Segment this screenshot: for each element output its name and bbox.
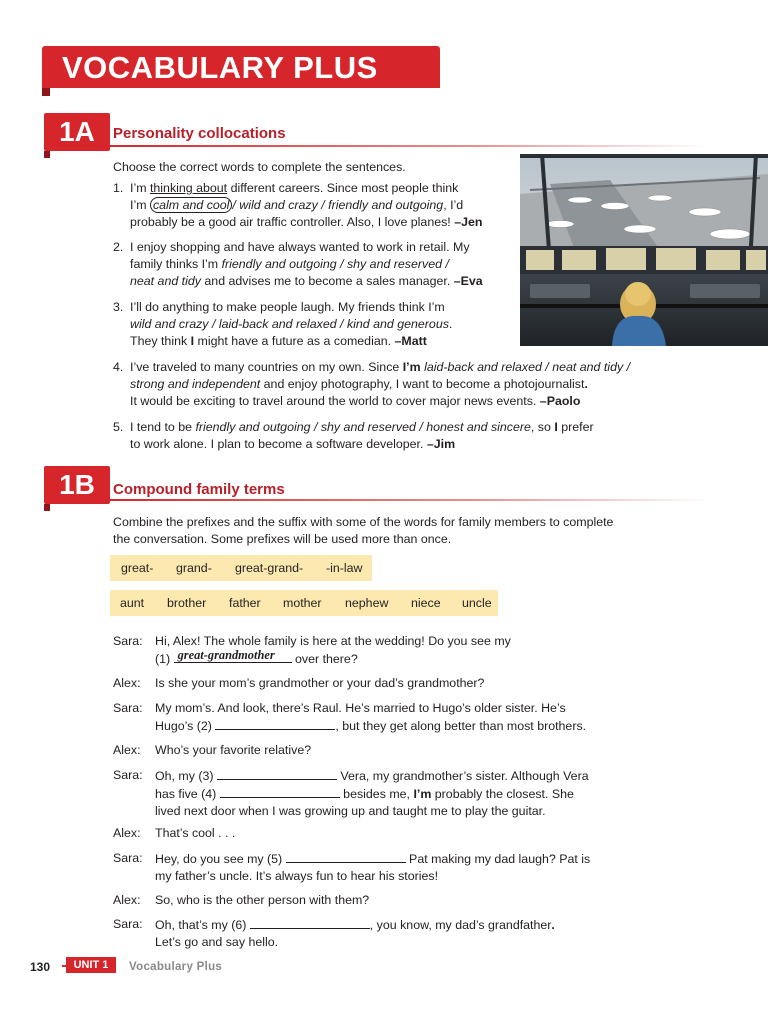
section-1b-rule <box>110 499 710 501</box>
item-number: 5. <box>113 420 124 434</box>
section-1b-badge-label: 1B <box>59 469 95 500</box>
choice-options[interactable]: strong and independent <box>130 377 261 391</box>
signature: –Matt <box>394 334 427 348</box>
item-text-bold: I <box>190 334 195 348</box>
exercise-item-5 <box>113 419 673 455</box>
answer-blank-4[interactable] <box>220 785 340 798</box>
dialogue-text: Is she your mom’s grandmother or your dad’s grandmother? <box>155 676 485 690</box>
dialogue-text: (1) <box>155 652 174 666</box>
choice-options[interactable]: / wild and crazy / friendly and outgoing <box>232 198 444 212</box>
section-1a-rule <box>110 145 710 147</box>
dialogue-text: , you know, my dad’s grandfather <box>369 918 552 932</box>
section-1b-badge-fold <box>44 504 50 511</box>
item-text: . <box>448 317 453 331</box>
speaker: Sara: <box>113 701 143 715</box>
prefix-word: great- <box>121 561 154 575</box>
dialogue-text: That’s cool . . . <box>155 826 236 840</box>
answer-blank-6[interactable] <box>250 916 370 929</box>
item-number: 3. <box>113 300 124 314</box>
section-1a-badge <box>44 113 110 151</box>
item-text: I’ll do anything to make people laugh. My friends think I’m <box>130 300 445 314</box>
dialogue-text-bold: . <box>551 918 555 932</box>
item-text: might have a future as a comedian. <box>194 334 395 348</box>
answer-blank-1[interactable] <box>174 650 292 663</box>
item-number: 4. <box>113 360 124 374</box>
dialogue-text: Let’s go and say hello. <box>155 935 279 949</box>
dialogue-text: So, who is the other person with them? <box>155 893 370 907</box>
dialogue-text: Hey, do you see my (5) <box>155 852 286 866</box>
item-text: I’m <box>130 198 150 212</box>
dialogue-text: Who’s your favorite relative? <box>155 743 312 757</box>
exercise-item-3 <box>113 299 523 353</box>
choice-options[interactable]: friendly and outgoing / shy and reserved / <box>221 257 449 271</box>
item-text: I’m <box>130 181 150 195</box>
item-number: 2. <box>113 240 124 254</box>
item-text: family thinks I’m <box>130 257 222 271</box>
family-word-box <box>110 590 498 616</box>
exercise-item-2 <box>113 239 523 293</box>
item-text: prefer <box>557 420 594 434</box>
dialogue-text: , but they get along better than most brothers. <box>335 719 587 733</box>
family-word: aunt <box>120 596 145 610</box>
family-word: mother <box>283 596 322 610</box>
answer-blank-2[interactable] <box>215 717 335 730</box>
section-1b-badge <box>44 466 110 504</box>
dialogue-text: Hi, Alex! The whole family is here at the wedding! Do you see my <box>155 634 511 648</box>
dialogue-text: Vera, my grandmother’s sister. Although Vera <box>336 769 589 783</box>
speaker: Alex: <box>113 893 141 907</box>
item-text: I tend to be <box>130 420 196 434</box>
instruction-line: the conversation. Some prefixes will be used more than once. <box>113 532 452 546</box>
item-text: probably be a good air traffic controller. Also, I love planes! <box>130 215 455 229</box>
item-text-bold: I <box>554 420 558 434</box>
speaker: Sara: <box>113 768 143 782</box>
family-word: nephew <box>345 596 389 610</box>
speaker: Alex: <box>113 826 141 840</box>
prefix-word: great-grand- <box>235 561 304 575</box>
family-word: niece <box>411 596 441 610</box>
signature: –Jim <box>426 437 456 451</box>
item-text: to work alone. I plan to become a software developer. <box>130 437 427 451</box>
item-number: 1. <box>113 181 124 195</box>
speaker: Sara: <box>113 634 143 648</box>
speaker: Alex: <box>113 676 141 690</box>
dialogue-text: Pat making my dad laugh? Pat is <box>405 852 591 866</box>
answer-blank-3[interactable] <box>217 767 337 780</box>
item-text: I enjoy shopping and have always wanted to work in retail. My <box>130 240 470 254</box>
circled-answer[interactable]: calm and cool <box>150 197 232 213</box>
speaker: Sara: <box>113 917 143 931</box>
exercise-item-1 <box>113 180 523 234</box>
answer-blank-5[interactable] <box>286 850 406 863</box>
dialogue-text: besides me, <box>339 787 414 801</box>
dialogue-text: over there? <box>291 652 358 666</box>
dialogue-text: has five (4) <box>155 787 220 801</box>
dialogue-text: probably the closest. She <box>431 787 574 801</box>
signature: –Paolo <box>539 394 581 408</box>
dialogue-text: Oh, my (3) <box>155 769 217 783</box>
prefix-word: grand- <box>176 561 212 575</box>
title-banner-fold <box>42 88 50 96</box>
section-1a-badge-label: 1A <box>59 116 95 147</box>
item-text: and enjoy photography, I want to become a photojournalist <box>260 377 585 391</box>
item-text: and advises me to become a sales manager. <box>200 274 454 288</box>
section-1b-title: Compound family terms <box>113 481 285 498</box>
dialogue-text: lived next door when I was growing up and taught me to play the guitar. <box>155 804 546 818</box>
family-word: brother <box>167 596 207 610</box>
item-text-bold: I’m <box>402 360 421 374</box>
item-text-bold: . <box>584 377 588 391</box>
section-1a-badge-fold <box>44 151 50 158</box>
section-1a-instruction: Choose the correct words to complete the sentences. <box>113 160 406 174</box>
footer-section-label: Vocabulary Plus <box>129 961 223 973</box>
air-traffic-control-photo <box>520 154 768 346</box>
dialogue-text: Hugo’s (2) <box>155 719 216 733</box>
family-word: father <box>229 596 261 610</box>
item-text: different careers. Since most people think <box>227 181 459 195</box>
underlined-answer: thinking about <box>149 181 228 195</box>
instruction-line: Combine the prefixes and the suffix with some of the words for family members to complete <box>113 515 614 529</box>
page-number: 130 <box>30 960 51 974</box>
item-text: They think <box>130 334 191 348</box>
section-1b-instruction <box>113 514 613 548</box>
item-text: , so <box>530 420 555 434</box>
item-text: I’ve traveled to many countries on my own. Since <box>130 360 403 374</box>
suffix-word: -in-law <box>326 561 363 575</box>
example-answer: great-grandmother <box>177 648 275 662</box>
item-text: It would be exciting to travel around the world to cover major news events. <box>130 394 540 408</box>
prefix-word-box <box>110 555 372 581</box>
speaker: Alex: <box>113 743 141 757</box>
section-1a-title: Personality collocations <box>113 125 286 142</box>
choice-options[interactable]: friendly and outgoing / shy and reserved / honest and sincere <box>195 420 531 434</box>
dialogue-text: Oh, that’s my (6) <box>155 918 250 932</box>
item-text: , I’d <box>443 198 464 212</box>
choice-options[interactable]: laid-back and relaxed / neat and tidy / <box>420 360 631 374</box>
dialogue-text: my father’s uncle. It’s always fun to hear his stories! <box>155 869 439 883</box>
dialogue-text-bold: I’m <box>413 787 432 801</box>
dialogue-text: My mom’s. And look, there’s Raul. He’s married to Hugo’s older sister. He’s <box>155 701 566 715</box>
title-banner <box>42 46 440 88</box>
family-word: uncle <box>462 596 492 610</box>
choice-options[interactable]: wild and crazy / laid-back and relaxed / kind and generous <box>130 317 449 331</box>
signature: –Jen <box>454 215 483 229</box>
speaker: Sara: <box>113 851 143 865</box>
control-tower-illustration <box>520 154 768 346</box>
signature: –Eva <box>453 274 483 288</box>
unit-badge: UNIT 1 <box>66 957 116 973</box>
page-title: VOCABULARY PLUS <box>62 50 378 85</box>
choice-options[interactable]: neat and tidy <box>130 274 201 288</box>
exercise-item-4 <box>113 359 673 413</box>
